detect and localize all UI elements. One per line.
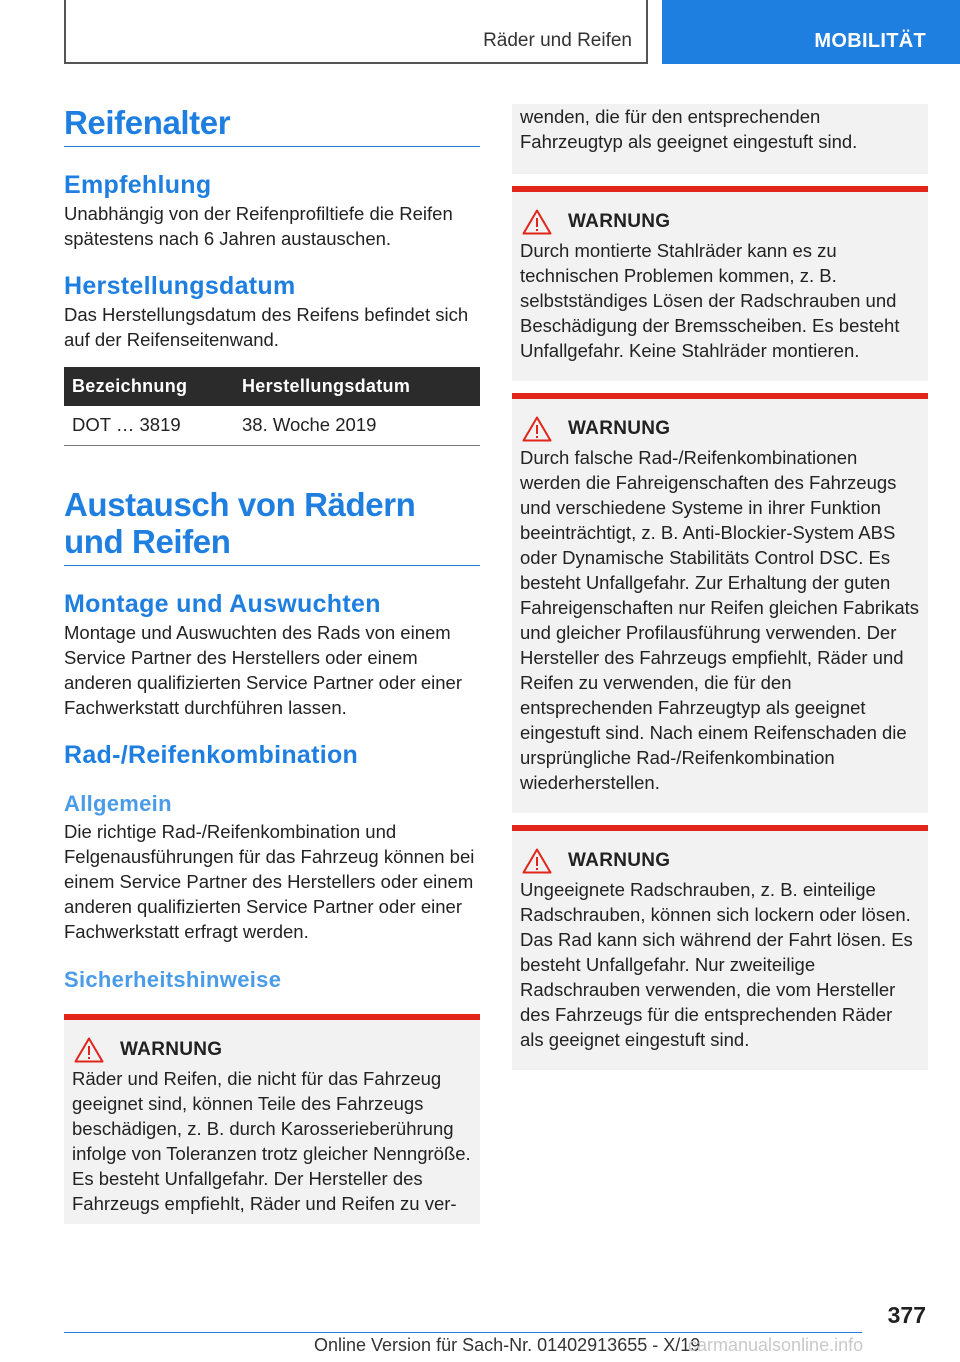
- heading-empfehlung: Empfehlung: [64, 171, 212, 199]
- table-header-row: [64, 367, 480, 406]
- warning-title: [72, 1036, 472, 1064]
- section-title: Räder und Reifen: [483, 30, 632, 51]
- warning-box: [64, 1014, 480, 1224]
- paragraph-allgemein: Die richtige Rad-/Reifenkombination und Felgenausführungen für das Fahrzeug können bei einem Service Partner des Herstellers oder einem anderen qualifizierten Service Partner oder einer Fachwerkstatt erfragt werden.: [64, 820, 475, 942]
- heading-herstellungsdatum: Herstellungsdatum: [64, 272, 296, 300]
- production-date-table: [64, 367, 480, 446]
- footer-rule: [64, 1332, 862, 1333]
- heading-rule: [64, 146, 480, 147]
- heading-reifenalter: Reifenalter: [64, 104, 231, 141]
- warning-triangle-icon: [522, 209, 552, 235]
- warning-label: WARNUNG: [568, 211, 671, 232]
- warning-triangle-icon: [522, 848, 552, 874]
- warning-title: [520, 847, 920, 875]
- warning-triangle-icon: [522, 416, 552, 442]
- left-column: [64, 104, 480, 1224]
- warning-text: Durch falsche Rad-/Reifenkombinationen werden die Fahreigenschaften des Fahrzeugs und verschiedene Systeme in ihrer Funktion beeinträchtigt, z. B. Anti-Blockier-System ABS oder Dynamische Stabilitäts Control DSC. Es besteht Unfallgefahr. Zur Erhaltung der guten Fahreigenschaften nur Reifen gleichen Fabrikats und gleicher Profilausführung verwenden. Der Hersteller des Fahrzeugs empfiehlt, Räder und Reifen zu verwenden, die für den entsprechenden Fahrzeugtyp als geeignet eingestuft sind. Nach einem Reifenschaden die ursprüngliche Rad-/Reifenkombination wiederherstellen.: [520, 447, 920, 793]
- paragraph-empfehlung: Unabhängig von der Reifenprofiltiefe die Reifen spätestens nach 6 Jahren austauschen.: [64, 203, 453, 249]
- warning-text: Durch montierte Stahlräder kann es zu technischen Problemen kommen, z. B. selbstständiges Lösen der Radschrauben und Beschädigung der Bremsscheiben. Es besteht Unfallgefahr. Keine Stahlräder montieren.: [520, 240, 900, 361]
- heading-kombination: Rad-/Reifenkombination: [64, 740, 359, 769]
- table-header-cell: Herstellungsdatum: [234, 367, 480, 406]
- page-number: 377: [887, 1302, 926, 1328]
- paragraph-montage: Montage und Auswuchten des Rads von einem Service Partner des Herstellers oder einem anderen qualifizierten Service Partner oder einer Fachwerkstatt durchführen lassen.: [64, 621, 462, 718]
- header-section-box: [64, 0, 648, 64]
- warning-text: Ungeeignete Radschrauben, z. B. einteilige Radschrauben, können sich lockern oder lösen. Das Rad kann sich während der Fahrt lösen. Es besteht Unfallgefahr. Nur zweiteilige Radschrauben verwenden, die vom Hersteller des Fahrzeugs für die entsprechenden Räder als geeignet eingestuft sind.: [520, 879, 913, 1050]
- warning-text: wenden, die für den entsprechenden Fahrzeugtyp als geeignet eingestuft sind.: [520, 106, 858, 152]
- warning-title: [520, 415, 920, 443]
- watermark: carmanualsonline.info: [688, 1335, 864, 1355]
- heading-austausch: Austausch von Rädern und Reifen: [64, 485, 416, 560]
- table-cell: DOT … 3819: [64, 406, 234, 445]
- heading-allgemein: Allgemein: [64, 790, 172, 816]
- warning-label: WARNUNG: [120, 1038, 223, 1060]
- table-cell: 38. Woche 2019: [234, 406, 480, 445]
- warning-triangle-icon: [74, 1037, 104, 1063]
- heading-montage: Montage und Auswuchten: [64, 589, 381, 618]
- warning-text: Räder und Reifen, die nicht für das Fahrzeug geeignet sind, können Teile des Fahrzeugs beschädigen, z. B. durch Karosserieberührung infolge von Toleranzen trotz gleicher Nenngröße. Es besteht Unfallgefahr. Der Hersteller des Fahrzeugs empfiehlt, Räder und Reifen zu ver-: [72, 1067, 471, 1214]
- chapter-tab-label: MOBILITÄT: [814, 30, 926, 52]
- paragraph-herstellungsdatum: Das Herstellungsdatum des Reifens befindet sich auf der Reifenseitenwand.: [64, 304, 469, 350]
- right-column: [512, 104, 928, 1070]
- warning-box: [512, 825, 928, 1070]
- warning-box: [512, 186, 928, 381]
- table-header-cell: Bezeichnung: [64, 367, 234, 406]
- warning-label: WARNUNG: [568, 418, 671, 439]
- chapter-tab[interactable]: [662, 0, 960, 64]
- heading-rule: [64, 565, 480, 566]
- warning-label: WARNUNG: [568, 850, 671, 871]
- warning-title: [520, 208, 920, 236]
- heading-sicherheitshinweise: Sicherheitshinweise: [64, 966, 282, 992]
- online-version-text: Online Version für Sach-Nr. 01402913655 - X/19: [314, 1335, 701, 1355]
- table-row: [64, 406, 480, 445]
- warning-box: [512, 393, 928, 813]
- warning-box-continued: [512, 104, 928, 174]
